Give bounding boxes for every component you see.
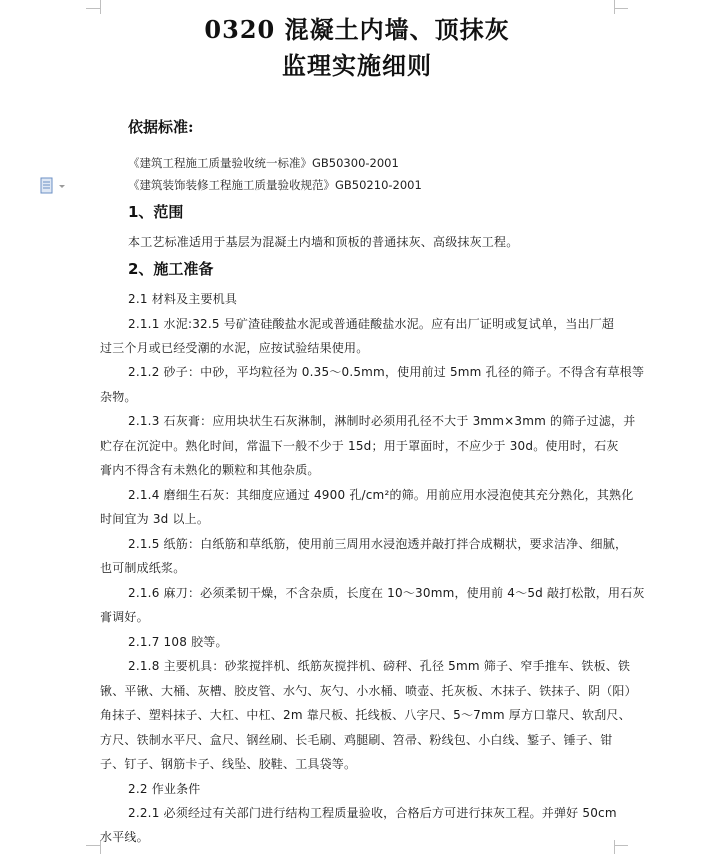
standard-item: 《建筑工程施工质量验收统一标准》GB50300-2001 bbox=[128, 156, 399, 170]
document-title-line1: 0320 混凝土内墙、顶抹灰 bbox=[204, 15, 510, 44]
paragraph-line: 2.1.6 麻刀：必须柔韧干燥，不含杂质，长度在 10～30mm，使用前 4～5d 敲打松散，用石灰 bbox=[128, 586, 645, 600]
document-options-icon[interactable] bbox=[40, 177, 68, 195]
paragraph-line: 方尺、铁制水平尺、盒尺、钢丝刷、长毛刷、鸡腿刷、笤帚、粉线包、小白线、錾子、锤子、钳 bbox=[100, 733, 613, 747]
paragraph-line: 膏内不得含有未熟化的颗粒和其他杂质。 bbox=[100, 463, 320, 477]
crop-mark bbox=[86, 845, 100, 846]
crop-mark bbox=[614, 8, 628, 9]
crop-mark bbox=[86, 8, 100, 9]
document-title-line2: 监理实施细则 bbox=[282, 51, 432, 80]
paragraph-line: 2.1 材料及主要机具 bbox=[128, 292, 238, 306]
section-heading-preparation: 2、施工准备 bbox=[128, 260, 214, 278]
paragraph-line: 角抹子、塑料抹子、大杠、中杠、2m 靠尺板、托线板、八字尺、5～7mm 厚方口靠尺、软刮尺、 bbox=[100, 708, 631, 722]
paragraph-line: 也可制成纸浆。 bbox=[100, 561, 186, 575]
basis-heading: 依据标准: bbox=[128, 118, 194, 136]
crop-mark bbox=[614, 845, 628, 846]
paragraph-line: 时间宜为 3d 以上。 bbox=[100, 512, 210, 526]
paragraph-line: 锹、平锹、大桶、灰槽、胶皮管、水勺、灰勺、小水桶、喷壶、托灰板、木抹子、铁抹子、阴（阳） bbox=[100, 684, 637, 698]
paragraph-line: 2.2 作业条件 bbox=[128, 782, 201, 796]
paragraph-line: 膏调好。 bbox=[100, 610, 149, 624]
paragraph-line: 子、钉子、钢筋卡子、线坠、胶鞋、工具袋等。 bbox=[100, 757, 357, 771]
paragraph-line: 2.1.8 主要机具：砂浆搅拌机、纸筋灰搅拌机、磅秤、孔径 5mm 筛子、窄手推车、铁板、铁 bbox=[128, 659, 631, 673]
paragraph-line: 2.1.1 水泥:32.5 号矿渣硅酸盐水泥或普通硅酸盐水泥。应有出厂证明或复试单，当出厂超 bbox=[128, 317, 615, 331]
paragraph-line: 2.1.2 砂子：中砂，平均粒径为 0.35～0.5mm，使用前过 5mm 孔径的筛子。不得含有草根等 bbox=[128, 365, 645, 379]
paragraph-line: 2.1.4 磨细生石灰：其细度应通过 4900 孔/cm²的筛。用前应用水浸泡使其充分熟化，其熟化 bbox=[128, 488, 634, 502]
paragraph-line: 贮存在沉淀中。熟化时间，常温下一般不少于 15d；用于罩面时，不应少于 30d。使用时，石灰 bbox=[100, 439, 619, 453]
paragraph-line: 2.2.1 必须经过有关部门进行结构工程质量验收，合格后方可进行抹灰工程。并弹好 50cm bbox=[128, 806, 617, 820]
paragraph-line: 本工艺标准适用于基层为混凝土内墙和顶板的普通抹灰、高级抹灰工程。 bbox=[128, 235, 519, 249]
section-heading-scope: 1、范围 bbox=[128, 203, 184, 221]
paragraph-line: 过三个月或已经受潮的水泥，应按试验结果使用。 bbox=[100, 341, 369, 355]
paragraph-line: 2.1.5 纸筋：白纸筋和草纸筋，使用前三周用水浸泡透并敲打拌合成糊状，要求洁净、细腻， bbox=[128, 537, 628, 551]
crop-mark bbox=[614, 840, 615, 854]
paragraph-line: 2.1.3 石灰膏：应用块状生石灰淋制，淋制时必须用孔径不大于 3mm×3mm 的筛子过滤，并 bbox=[128, 414, 636, 428]
paragraph-line: 水平线。 bbox=[100, 830, 149, 844]
standard-item: 《建筑装饰装修工程施工质量验收规范》GB50210-2001 bbox=[128, 178, 422, 192]
paragraph-line: 杂物。 bbox=[100, 390, 137, 404]
paragraph-line: 2.1.7 108 胶等。 bbox=[128, 635, 228, 649]
